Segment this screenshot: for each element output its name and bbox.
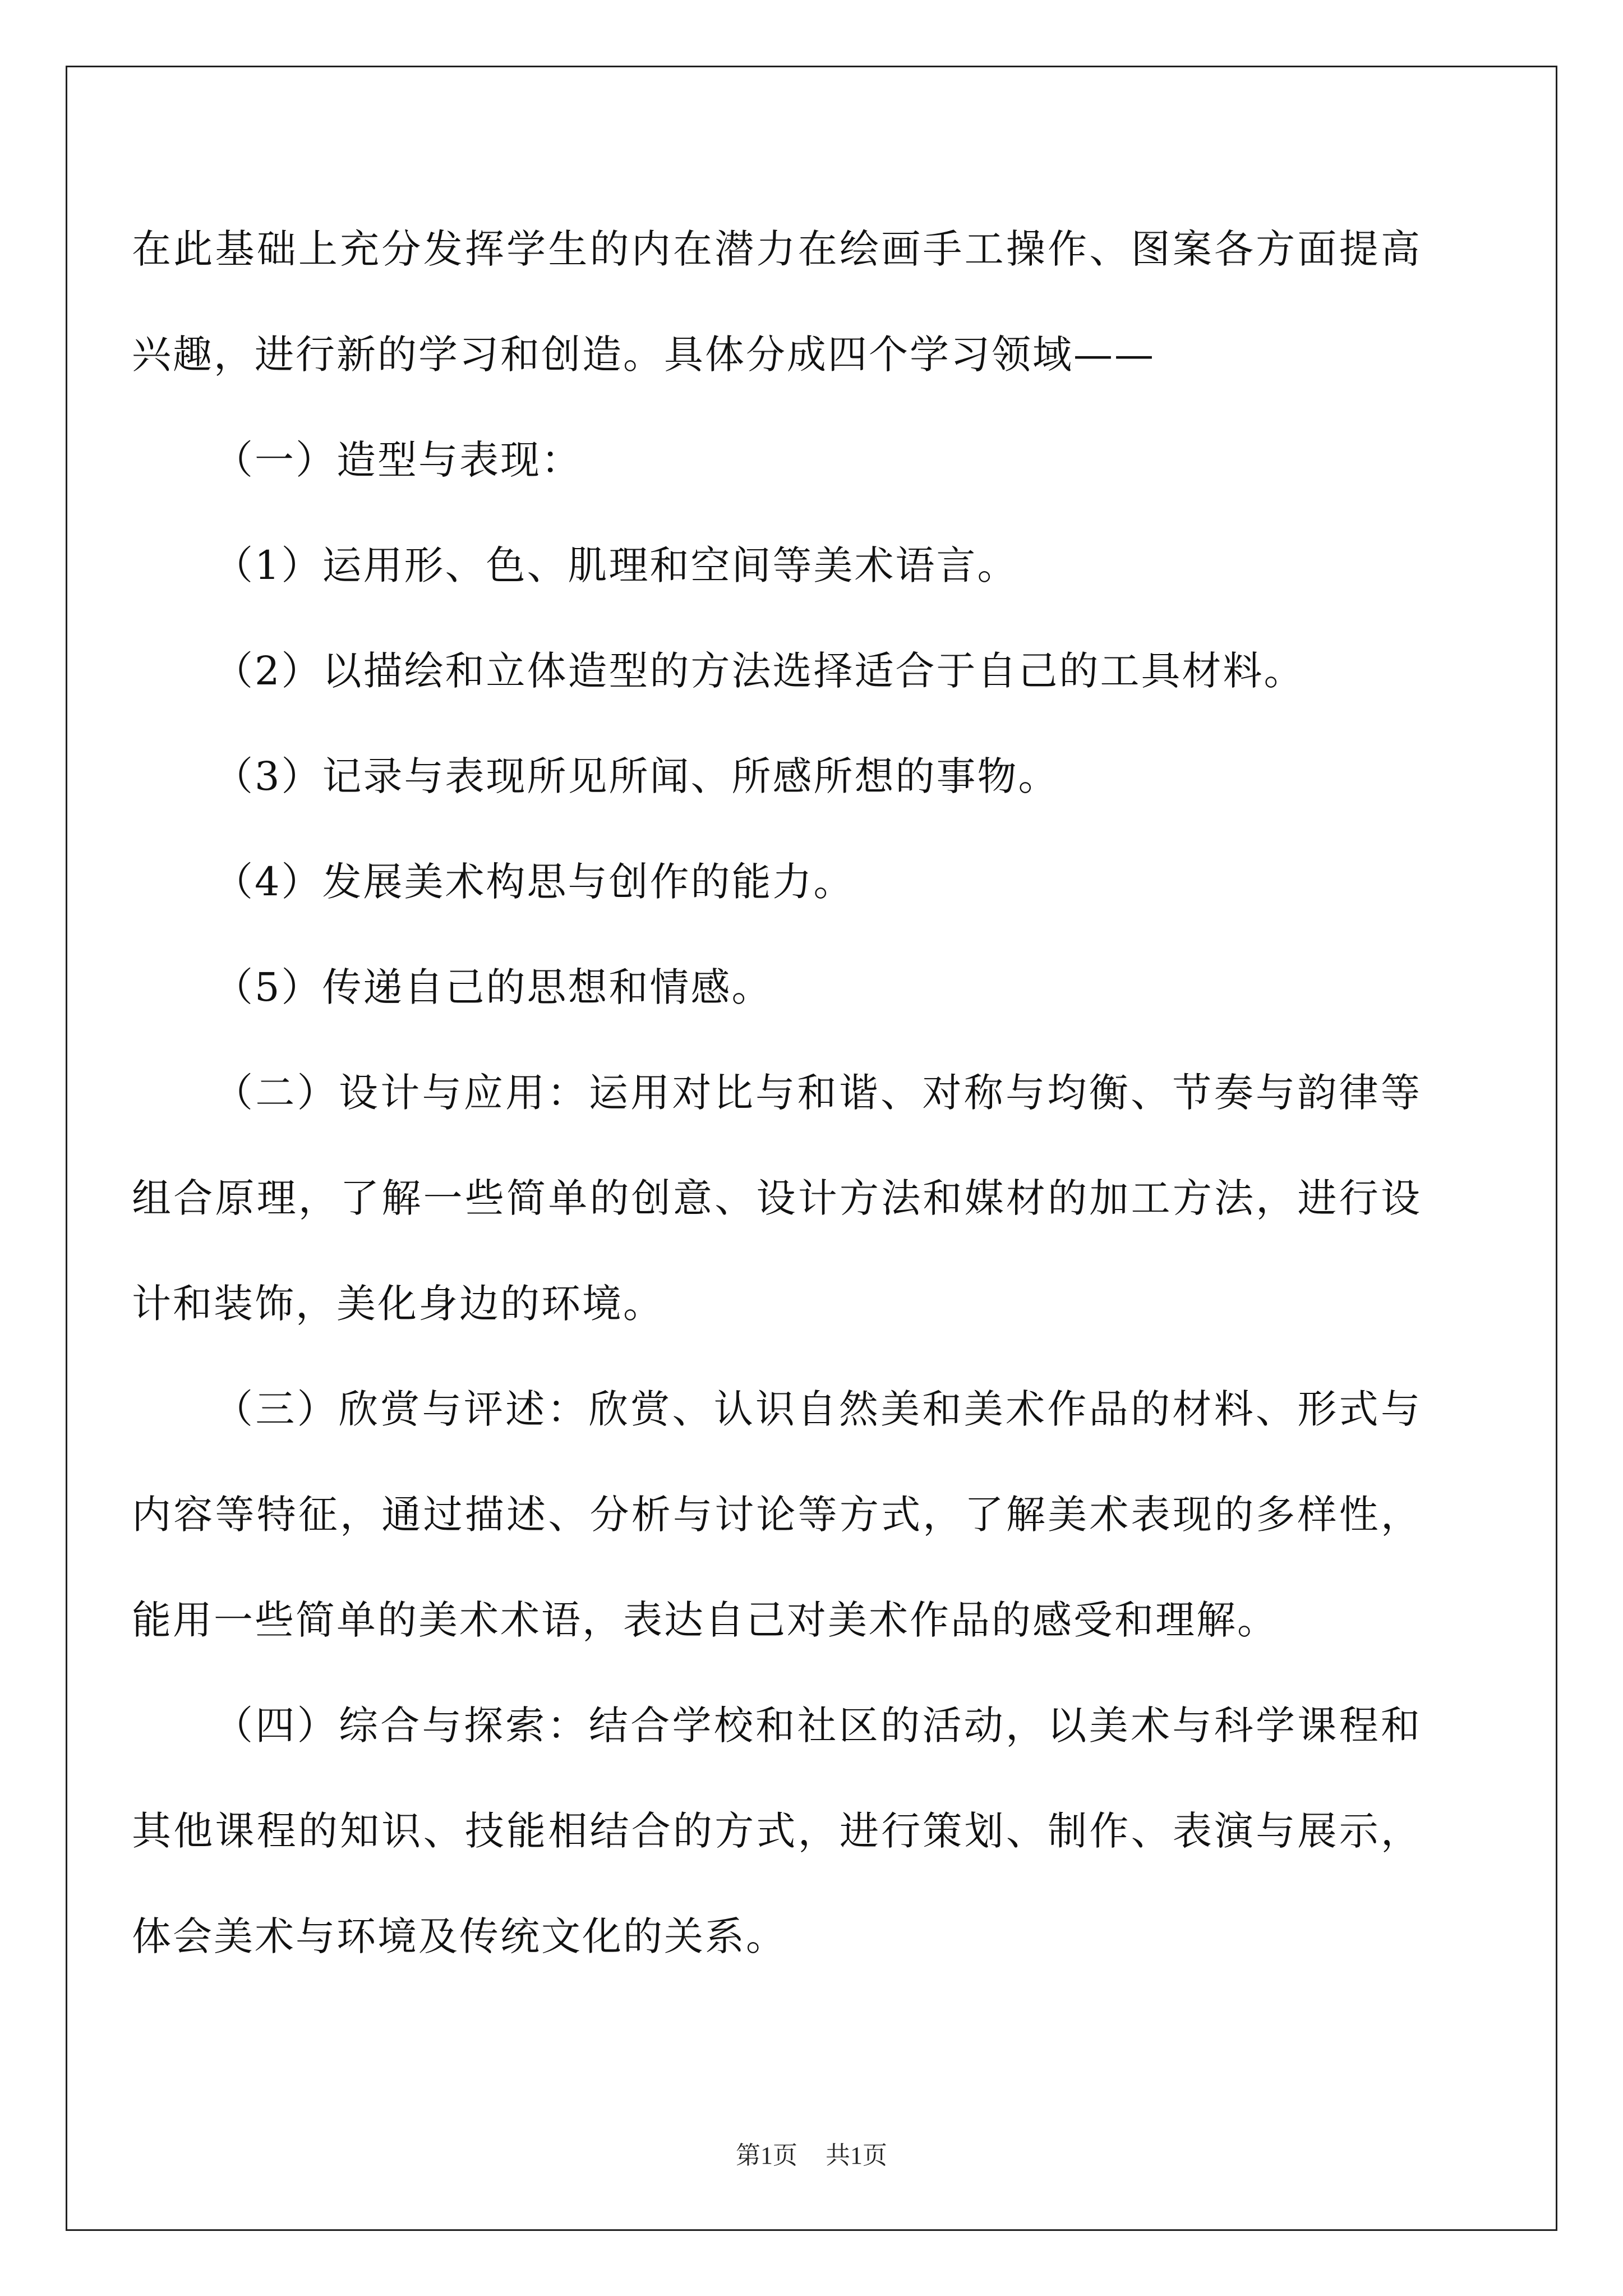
- paragraph-section-4: （四）综合与探索：结合学校和社区的活动，以美术与科学课程和其他课程的知识、技能相结合的方式，进行策划、制作、表演与展示，体会美术与环境及传统文化的关系。: [132, 1703, 1422, 1959]
- paragraph-item-5: （5）传递自己的思想和情感。: [214, 964, 773, 1010]
- paragraph-section-1-heading: （一）造型与表现：: [214, 437, 582, 483]
- page-footer: [0, 2135, 1623, 2171]
- page-number: 第1页: [736, 2142, 797, 2169]
- paragraph-intro: 在此基础上充分发挥学生的内在潜力在绘画手工操作、图案各方面提高兴趣，进行新的学习和创造。具体分成四个学习领域——: [132, 226, 1422, 378]
- paragraph-item-2: （2）以描绘和立体造型的方法选择适合于自己的工具材料。: [214, 648, 1305, 694]
- paragraph-section-2: （二）设计与应用：运用对比与和谐、对称与均衡、节奏与韵律等组合原理，了解一些简单的创意、设计方法和媒材的加工方法，进行设计和装饰，美化身边的环境。: [132, 1070, 1422, 1327]
- paragraph-item-3: （3）记录与表现所见所闻、所感所想的事物。: [214, 753, 1059, 799]
- page-total: 共1页: [826, 2142, 887, 2169]
- paragraph-item-4: （4）发展美术构思与创作的能力。: [214, 859, 855, 905]
- paragraph-item-1: （1）运用形、色、肌理和空间等美术语言。: [214, 542, 1018, 588]
- paragraph-section-3: （三）欣赏与评述：欣赏、认识自然美和美术作品的材料、形式与内容等特征，通过描述、分析与讨论等方式，了解美术表现的多样性，能用一些简单的美术术语，表达自己对美术作品的感受和理解。: [132, 1386, 1422, 1643]
- text-block: [132, 196, 1422, 1989]
